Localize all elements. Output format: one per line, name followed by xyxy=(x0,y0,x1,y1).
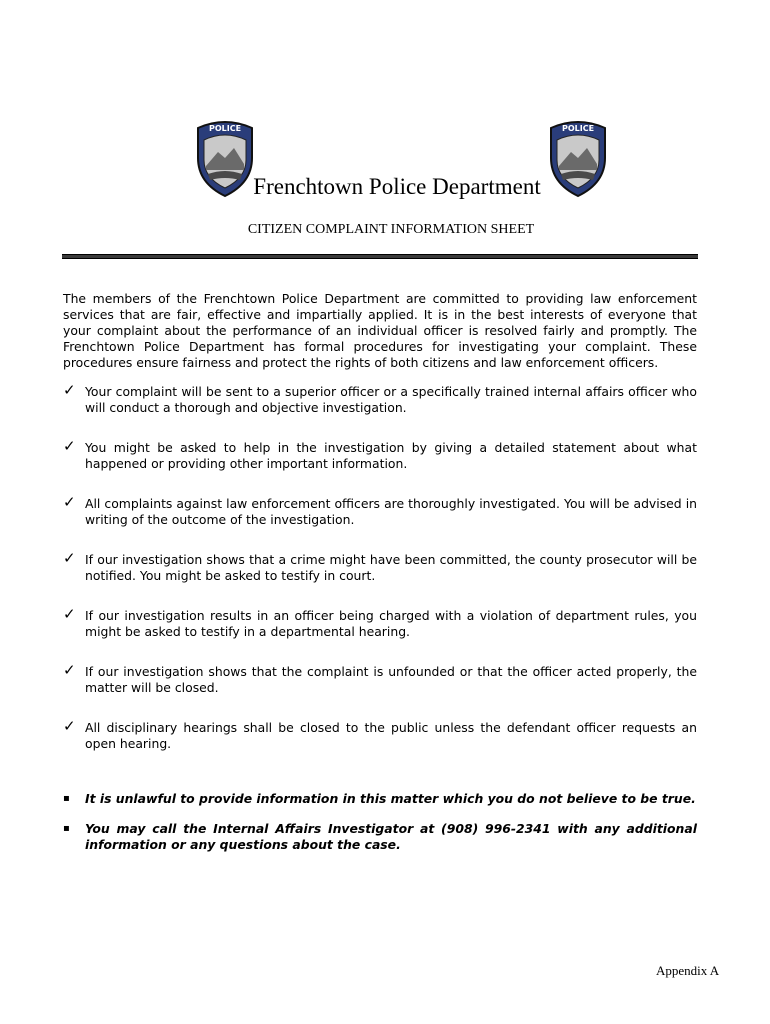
checkmark-icon: ✓ xyxy=(63,493,76,511)
check-list xyxy=(63,381,697,752)
checkmark-icon: ✓ xyxy=(63,661,76,679)
list-item xyxy=(63,549,697,584)
checkmark-icon: ✓ xyxy=(63,549,76,567)
department-title: Frenchtown Police Department xyxy=(253,174,541,199)
notice-text: It is unlawful to provide information in this matter which you do not believe to be true. xyxy=(85,791,696,806)
square-bullet-icon: ▪ xyxy=(63,823,70,834)
checkmark-icon: ✓ xyxy=(63,717,76,735)
list-item-text: If our investigation shows that the complaint is unfounded or that the officer acted properly, the matter will be closed. xyxy=(85,664,697,695)
square-bullet-icon: ▪ xyxy=(63,793,70,804)
checkmark-icon: ✓ xyxy=(63,605,76,623)
list-item-text: Your complaint will be sent to a superior officer or a specifically trained internal affairs officer who will conduct a thorough and objective investigation. xyxy=(85,384,697,415)
list-item-text: You might be asked to help in the investigation by giving a detailed statement about what happened or providing other important information. xyxy=(85,440,697,471)
list-item-text: If our investigation results in an officer being charged with a violation of department rules, you might be asked to testify in a departmental hearing. xyxy=(85,608,697,639)
sheet-title: CITIZEN COMPLAINT INFORMATION SHEET xyxy=(247,222,535,237)
appendix-label: Appendix A xyxy=(656,963,720,978)
notice-item xyxy=(63,791,697,807)
intro-paragraph: The members of the Frenchtown Police Department are committed to providing law enforcement services that are fair, effective and impartially applied. It is in the best interests of everyone that your complaint about the performance of an individual officer is resolved fairly and promptly. The Frenchtown Police Department has formal procedures for investigating your complaint. These procedures ensure fairness and protect the rights of both citizens and law enforcement officers. xyxy=(63,291,697,370)
checkmark-icon: ✓ xyxy=(63,381,76,399)
list-item xyxy=(63,661,697,696)
list-item xyxy=(63,605,697,640)
list-item xyxy=(63,717,697,752)
checkmark-icon: ✓ xyxy=(63,437,76,455)
notice-list xyxy=(63,791,697,867)
list-item-text: All complaints against law enforcement officers are thoroughly investigated. You will be advised in writing of the outcome of the investigation. xyxy=(85,496,697,527)
list-item xyxy=(63,381,697,416)
notice-text: You may call the Internal Affairs Investigator at (908) 996-2341 with any additional information or any questions about the case. xyxy=(85,821,697,852)
header-divider xyxy=(62,254,698,259)
list-item xyxy=(63,493,697,528)
notice-item xyxy=(63,821,697,853)
list-item xyxy=(63,437,697,472)
list-item-text: If our investigation shows that a crime might have been committed, the county prosecutor will be notified. You might be asked to testify in court. xyxy=(85,552,697,583)
list-item-text: All disciplinary hearings shall be closed to the public unless the defendant officer requests an open hearing. xyxy=(85,720,697,751)
badge-text: POLICE xyxy=(208,124,242,133)
badge-text: POLICE xyxy=(561,124,595,133)
document-body xyxy=(63,291,697,852)
